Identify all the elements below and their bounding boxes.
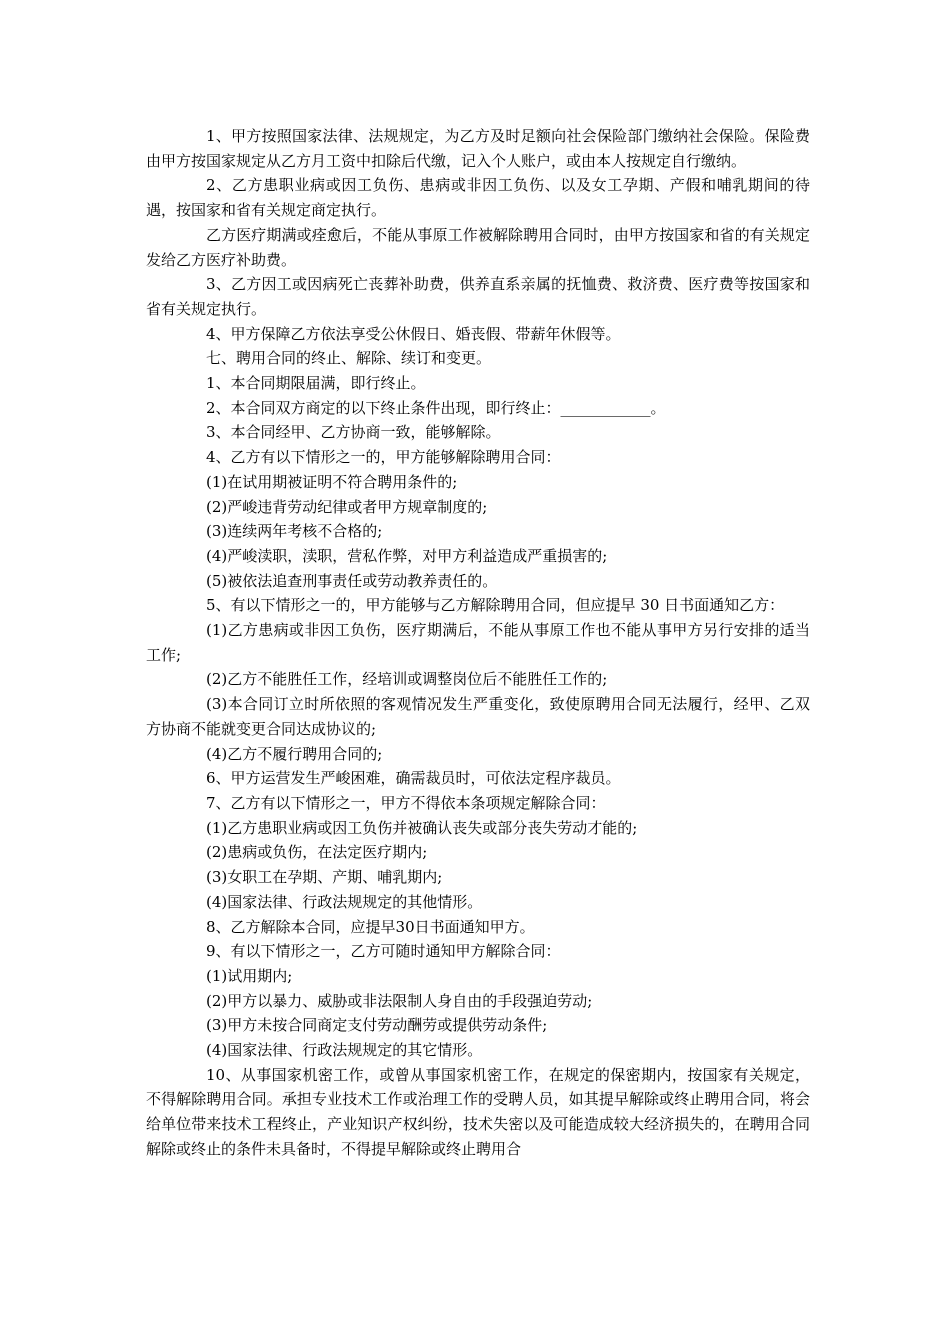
paragraph-protected-cases: 7、乙方有以下情形之一，甲方不得依本条项规定解除合同： [206,793,606,812]
list-item: (1)试用期内; [206,966,293,985]
paragraph-injury-benefits: 2、乙方患职业病或因工负伤、患病或非因工负伤、以及女工孕期、产假和哺乳期间的待遇，按国家和省有关规定商定执行。 [146,176,810,220]
list-item: (5)被依法追查刑事责任或劳动教养责任的。 [206,571,498,590]
list-item: (4)严峻渎职，渎职，营私作弊，对甲方利益造成严重损害的; [206,546,608,565]
list-item: (1)乙方患职业病或因工负伤并被确认丧失或部分丧失劳动才能的; [206,818,638,837]
paragraph-death-benefits: 3、乙方因工或因病死亡丧葬补助费，供养直系亲属的抚恤费、救济费、医疗费等按国家和省有关规定执行。 [146,275,810,318]
paragraph-term-expiry: 1、本合同期限届满，即行终止。 [206,374,426,393]
list-item: (2)患病或负伤，在法定医疗期内; [206,843,428,862]
list-item: (3)女职工在孕期、产期、哺乳期内; [206,868,443,887]
paragraph-immediate-termination: 9、有以下情形之一，乙方可随时通知甲方解除合同： [206,942,561,961]
paragraph-employee-resignation: 8、乙方解除本合同，应提早30日书面通知甲方。 [206,917,535,936]
paragraph-notice-dismissal: 5、有以下情形之一的，甲方能够与乙方解除聘用合同，但应提早 30 日书面通知乙方： [206,596,785,615]
paragraph-holidays: 4、甲方保障乙方依法享受公休假日、婚丧假、带薪年休假等。 [206,324,621,343]
list-item: (1)在试用期被证明不符合聘用条件的; [206,472,458,491]
document-body [146,124,810,1162]
list-item: (2)乙方不能胜任工作，经培训或调整岗位后不能胜任工作的; [206,670,608,689]
paragraph-social-insurance: 1、甲方按照国家法律、法规规定，为乙方及时足额向社会保险部门缴纳社会保险。保险费由甲方按国家规定从乙方月工资中扣除后代缴，记入个人账户，或由本人按规定自行缴纳。 [146,127,810,170]
list-item: (3)连续两年考核不合格的; [206,522,383,541]
section-heading-termination: 七、聘用合同的终止、解除、续订和变更。 [206,349,492,368]
paragraph-medical-subsidy: 乙方医疗期满或痊愈后，不能从事原工作被解除聘用合同时，由甲方按国家和省的有关规定发给乙方医疗补助费。 [146,225,810,269]
list-item: (2)甲方以暴力、威胁或非法限制人身自由的手段强迫劳动; [206,991,593,1010]
list-item: (2)严峻违背劳动纪律或者甲方规章制度的; [206,497,488,516]
paragraph-agreed-termination: 2、本合同双方商定的以下终止条件出现，即行终止：____________。 [206,398,666,417]
list-item: (4)国家法律、行政法规规定的其它情形。 [206,1041,483,1060]
paragraph-employer-dismissal: 4、乙方有以下情形之一的，甲方能够解除聘用合同： [206,448,561,467]
list-item: (1)乙方患病或非因工负伤，医疗期满后，不能从事原工作也不能从事甲方另行安排的适当工作; [146,621,810,664]
paragraph-layoffs: 6、甲方运营发生严峻困难，确需裁员时，可依法定程序裁员。 [206,769,621,788]
paragraph-confidentiality: 10、从事国家机密工作，或曾从事国家机密工作，在规定的保密期内，按国家有关规定，不得解除聘用合同。承担专业技术工作或治理工作的受聘人员，如其提早解除或终止聘用合同，将会给单位带来技术工程终止，产业知识产权纠纷，技术失密以及可能造成较大经济损失的，在聘用合同解除或终止的条件未具备时，不得提早解除或终止聘用合 [146,1065,810,1158]
list-item: (3)甲方未按合同商定支付劳动酬劳或提供劳动条件; [206,1016,548,1035]
list-item: (4)乙方不履行聘用合同的; [206,744,383,763]
list-item: (4)国家法律、行政法规规定的其他情形。 [206,892,483,911]
paragraph-mutual-dissolution: 3、本合同经甲、乙方协商一致，能够解除。 [206,423,501,442]
list-item: (3)本合同订立时所依照的客观情况发生严重变化，致使原聘用合同无法履行，经甲、乙双方协商不能就变更合同达成协议的; [146,695,810,738]
